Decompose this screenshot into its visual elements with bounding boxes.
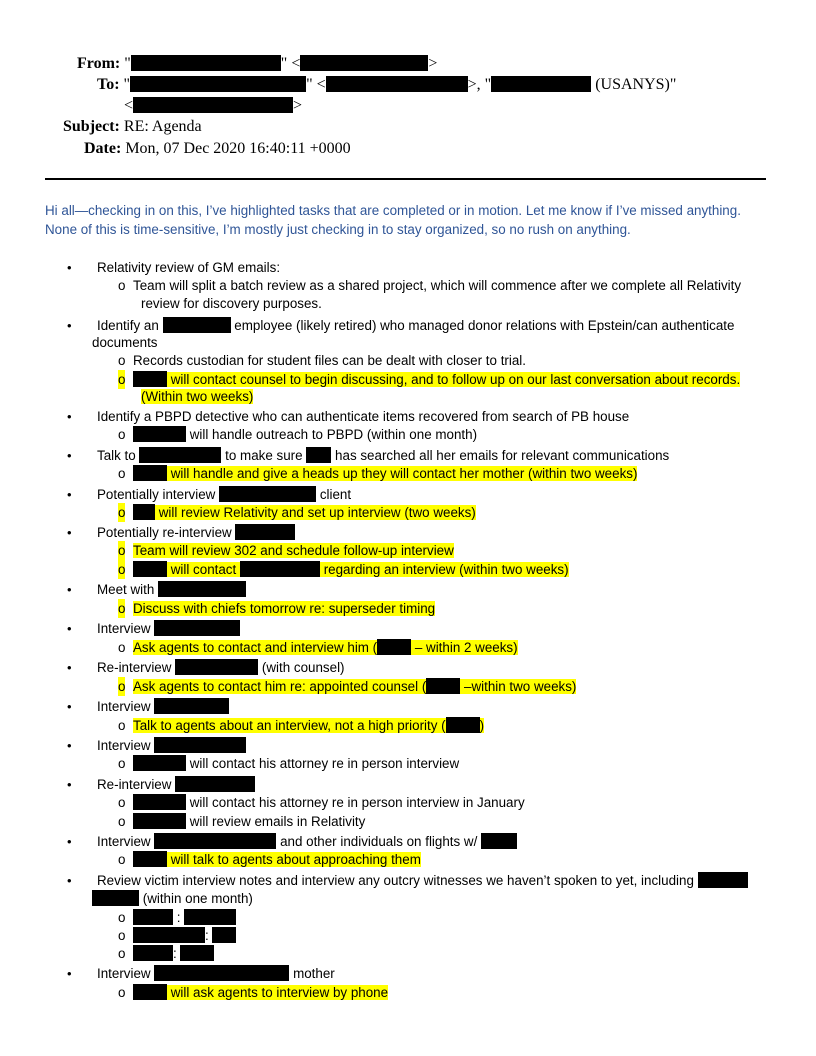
redaction [175,659,258,675]
header-divider [45,178,766,180]
redaction [133,813,186,829]
bullet: • [67,738,72,753]
bullet: • [67,260,72,275]
redaction [139,447,221,463]
redaction [133,794,186,810]
date-value: Mon, 07 Dec 2020 16:40:11 +0000 [125,140,351,157]
redaction [133,851,167,867]
list-item: • Identify a PBPD detective who can authenticate items recovered from search of PB house [67,409,630,424]
redaction [426,678,460,694]
redaction [154,698,229,714]
redaction [133,561,167,577]
redaction [133,909,173,925]
redaction [131,55,281,71]
bullet: • [67,621,72,636]
redaction [300,55,428,71]
sub-bullet: o [118,928,126,943]
sub-bullet: o [118,562,126,577]
sub-item: o Ask agents to contact him re: appointed counsel ( –within two weeks) [118,679,577,694]
sub-item-cont: (Within two weeks) [141,389,254,404]
sub-bullet: o [118,372,126,387]
list-item: • Interview [97,619,240,638]
bullet: • [67,834,72,849]
list-item: • Interview [97,697,229,716]
to-row: To: " " < >, " (USANYS)" [97,76,677,93]
sub-item: o will review Relativity and set up interview (two weeks) [118,505,476,520]
redaction [133,755,186,771]
list-item-cont: documents [92,335,158,350]
bullet: • [67,525,72,540]
redaction [133,465,167,481]
bullet: • [67,409,72,424]
redaction [491,76,591,92]
sub-item: o : [133,926,236,945]
redaction [446,717,480,733]
redaction [133,927,205,943]
redaction [133,504,155,520]
sub-item: o will handle outreach to PBPD (within one month) [118,427,478,442]
to-label: To: [97,76,120,93]
list-item: • Review victim interview notes and interview any outcry witnesses we haven’t spoken to yet, including [97,871,748,890]
bullet: • [67,318,72,333]
bullet: • [67,873,72,888]
bullet: • [67,966,72,981]
intro-line: None of this is time-sensitive, I’m mostly just checking in to stay organized, so no rush on anything. [45,222,631,237]
bullet: • [67,777,72,792]
redaction [154,965,289,981]
sub-item: o Records custodian for student files can be dealt with closer to trial. [118,353,526,368]
list-item: • Re-interview (with counsel) [67,660,345,675]
redaction [698,872,748,888]
date-label: Date: [84,140,122,157]
sub-item: o will review emails in Relativity [118,814,366,829]
redaction [154,833,276,849]
sub-bullet: o [118,795,126,810]
date-row [84,138,351,159]
redaction [158,581,246,597]
list-item: • Identify an employee (likely retired) who managed donor relations with Epstein/can authenticate [67,318,735,333]
redaction [133,97,293,113]
sub-bullet: o [118,985,126,1000]
sub-bullet: o [118,427,126,442]
redaction [133,371,167,387]
redaction [235,524,295,540]
from-row: From: " " < > [77,55,438,72]
to-row-cont: < > [124,97,303,114]
redaction [133,945,173,961]
redaction [163,317,231,333]
sub-bullet: o [118,910,126,925]
sub-bullet: o [118,353,126,368]
subject-label: Subject: [63,118,120,135]
sub-bullet: o [118,852,126,867]
sub-item: o will contact his attorney re in person interview [118,756,460,771]
sub-item: o Talk to agents about an interview, not a high priority ( ) [118,718,485,733]
intro-paragraph [45,201,775,239]
sub-item: o will handle and give a heads up they will contact her mother (within two weeks) [118,466,638,481]
sub-item: o will contact counsel to begin discussing, and to follow up on our last conversation about records. [118,372,741,387]
bullet: • [67,448,72,463]
redaction [219,486,316,502]
list-item: • Meet with [97,580,246,599]
list-item: • Interview and other individuals on flights w/ [97,832,517,851]
subject-value: RE: Agenda [123,118,202,135]
sub-item: o will contact his attorney re in person interview in January [118,795,525,810]
redaction [326,76,468,92]
redaction [481,833,517,849]
redaction [240,561,320,577]
subject-row [63,116,202,137]
bullet: • [67,660,72,675]
redaction [130,76,306,92]
redaction [154,737,246,753]
sub-item: o : [133,908,236,927]
redaction [184,909,236,925]
sub-item: o : [133,944,214,963]
sub-item-cont: review for discovery purposes. [141,296,322,311]
sub-item: o will ask agents to interview by phone [118,985,389,1000]
sub-bullet: o [118,278,126,293]
sub-bullet: o [118,640,126,655]
sub-item: o Team will review 302 and schedule follow-up interview [118,543,454,558]
sub-item: o Discuss with chiefs tomorrow re: superseder timing [118,601,436,616]
sub-bullet: o [118,946,126,961]
sub-bullet: o [118,756,126,771]
sub-bullet: o [118,718,126,733]
redaction [212,927,236,943]
list-item: • Potentially interview client [67,487,352,502]
list-item: • Interview [97,736,246,755]
bullet: • [67,582,72,597]
sub-bullet: o [118,543,126,558]
list-item: • Relativity review of GM emails: [67,260,281,275]
list-item: • Potentially re-interview [97,523,295,542]
list-item: • Re-interview [97,775,255,794]
sub-bullet: o [118,601,126,616]
bullet: • [67,699,72,714]
sub-item: o will talk to agents about approaching them [118,852,421,867]
sub-item: o Ask agents to contact and interview him ( – within 2 weeks) [118,640,518,655]
redaction [92,890,139,906]
bullet: • [67,487,72,502]
list-item-cont: (within one month) [92,889,253,908]
intro-line: Hi all—checking in on this, I’ve highlighted tasks that are completed or in motion. Let me know if I’ve missed anything. [45,203,741,218]
list-item: • Interview mother [67,966,335,981]
redaction [133,984,167,1000]
redaction [154,620,240,636]
sub-bullet: o [118,814,126,829]
sub-item: o Team will split a batch review as a shared project, which will commence after we complete all Relativity [118,278,742,293]
redaction [377,639,411,655]
sub-bullet: o [118,466,126,481]
redaction [180,945,214,961]
redaction [175,776,255,792]
from-label: From: [77,55,121,72]
redaction [306,447,331,463]
list-item: • Talk to to make sure has searched all her emails for relevant communications [67,448,670,463]
sub-bullet: o [118,505,126,520]
sub-bullet: o [118,679,126,694]
sub-item: o will contact regarding an interview (within two weeks) [118,562,569,577]
redaction [133,426,186,442]
